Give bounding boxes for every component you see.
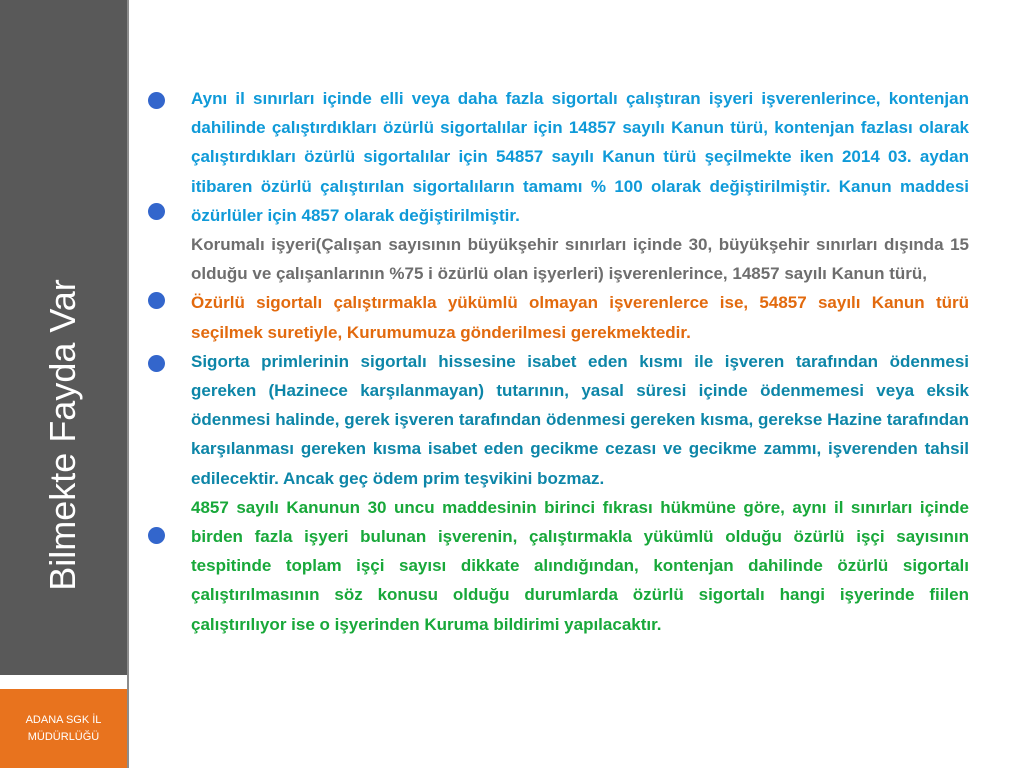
content-body	[191, 84, 969, 639]
paragraph-non-obligated-employers: Özürlü sigortalı çalıştırmakla yükümlü olmayan işverenlerce ise, 54857 sayılı Kanun türü seçilmek suretiyle, Kurumumuza gönderilmesi gerekmektedir.	[191, 293, 969, 342]
paragraph-premium-penalty: Sigorta primlerinin sigortalı hissesine isabet eden kısmı ile işveren tarafından ödenmesi gereken (Hazinece karşılanmayan) tutarının, yasal süresi içinde ödenmemesi veya eksik ödenmesi halinde, gerek işveren tarafından ödenmesi gereken kısma, gerekse Hazine tarafından karşılanması gereken kısma isabet eden gecikme cezası ve gecikme zammı, işverenden tahsil edilecektir. Ancak geç ödem prim teşvikini bozmaz.	[191, 351, 969, 488]
paragraph-multiple-workplaces: 4857 sayılı Kanunun 30 uncu maddesinin birinci fıkrası hükmüne göre, aynı il sınırları içinde birden fazla işyeri bulunan işverenin, çalıştırmakla yükümlü olduğu özürlü işçi sayısının tespitinde toplam işçi sayısı dikkate alındığından, kontenjan dahilinde özürlü sigortalı çalıştırılmasının söz konusu olduğu durumlarda özürlü sigortalı hangi işyerinde fiilen çalıştırılıyor ise o işyerinden Kuruma bildirimi yapılacaktır.	[191, 497, 969, 634]
bullet-circle-icon	[148, 527, 165, 544]
bullet-circle-icon	[148, 355, 165, 372]
sidebar-panel	[0, 0, 127, 675]
bullet-circle-icon	[148, 92, 165, 109]
bullet-circle-icon	[148, 292, 165, 309]
vertical-divider	[127, 0, 129, 768]
footer-line-2: MÜDÜRLÜĞÜ	[27, 730, 100, 743]
paragraph-disabled-quota: Aynı il sınırları içinde elli veya daha fazla sigortalı çalıştıran işyeri işverenlerince, kontenjan dahilinde çalıştırdıkları özürlü sigortalılar için 14857 sayılı Kanun türü, kontenjan fazlası olarak çalıştırdıkları özürlü sigortalılar için 54857 sayılı Kanun türü şeçilmekte iken 2014 03. aydan itibaren özürlü çalıştırılan sigortalıların tamamı % 100 olarak değiştirilmiştir. Kanun maddesi özürlüler için 4857 olarak değiştirilmiştir.	[191, 89, 969, 225]
footer-logo-box	[0, 689, 127, 768]
bullet-circle-icon	[148, 203, 165, 220]
paragraph-sheltered-workplace: Korumalı işyeri(Çalışan sayısının büyükşehir sınırları içinde 30, büyükşehir sınırları dışında 15 olduğu ve çalışanlarının %75 i özürlü olan işyerleri) işverenlerince, 14857 sayılı Kanun türü,	[191, 235, 969, 284]
footer-text	[26, 712, 102, 746]
sidebar-title: Bilmekte Fayda Var	[42, 279, 83, 591]
footer-line-1: ADANA SGK İL	[25, 713, 102, 726]
